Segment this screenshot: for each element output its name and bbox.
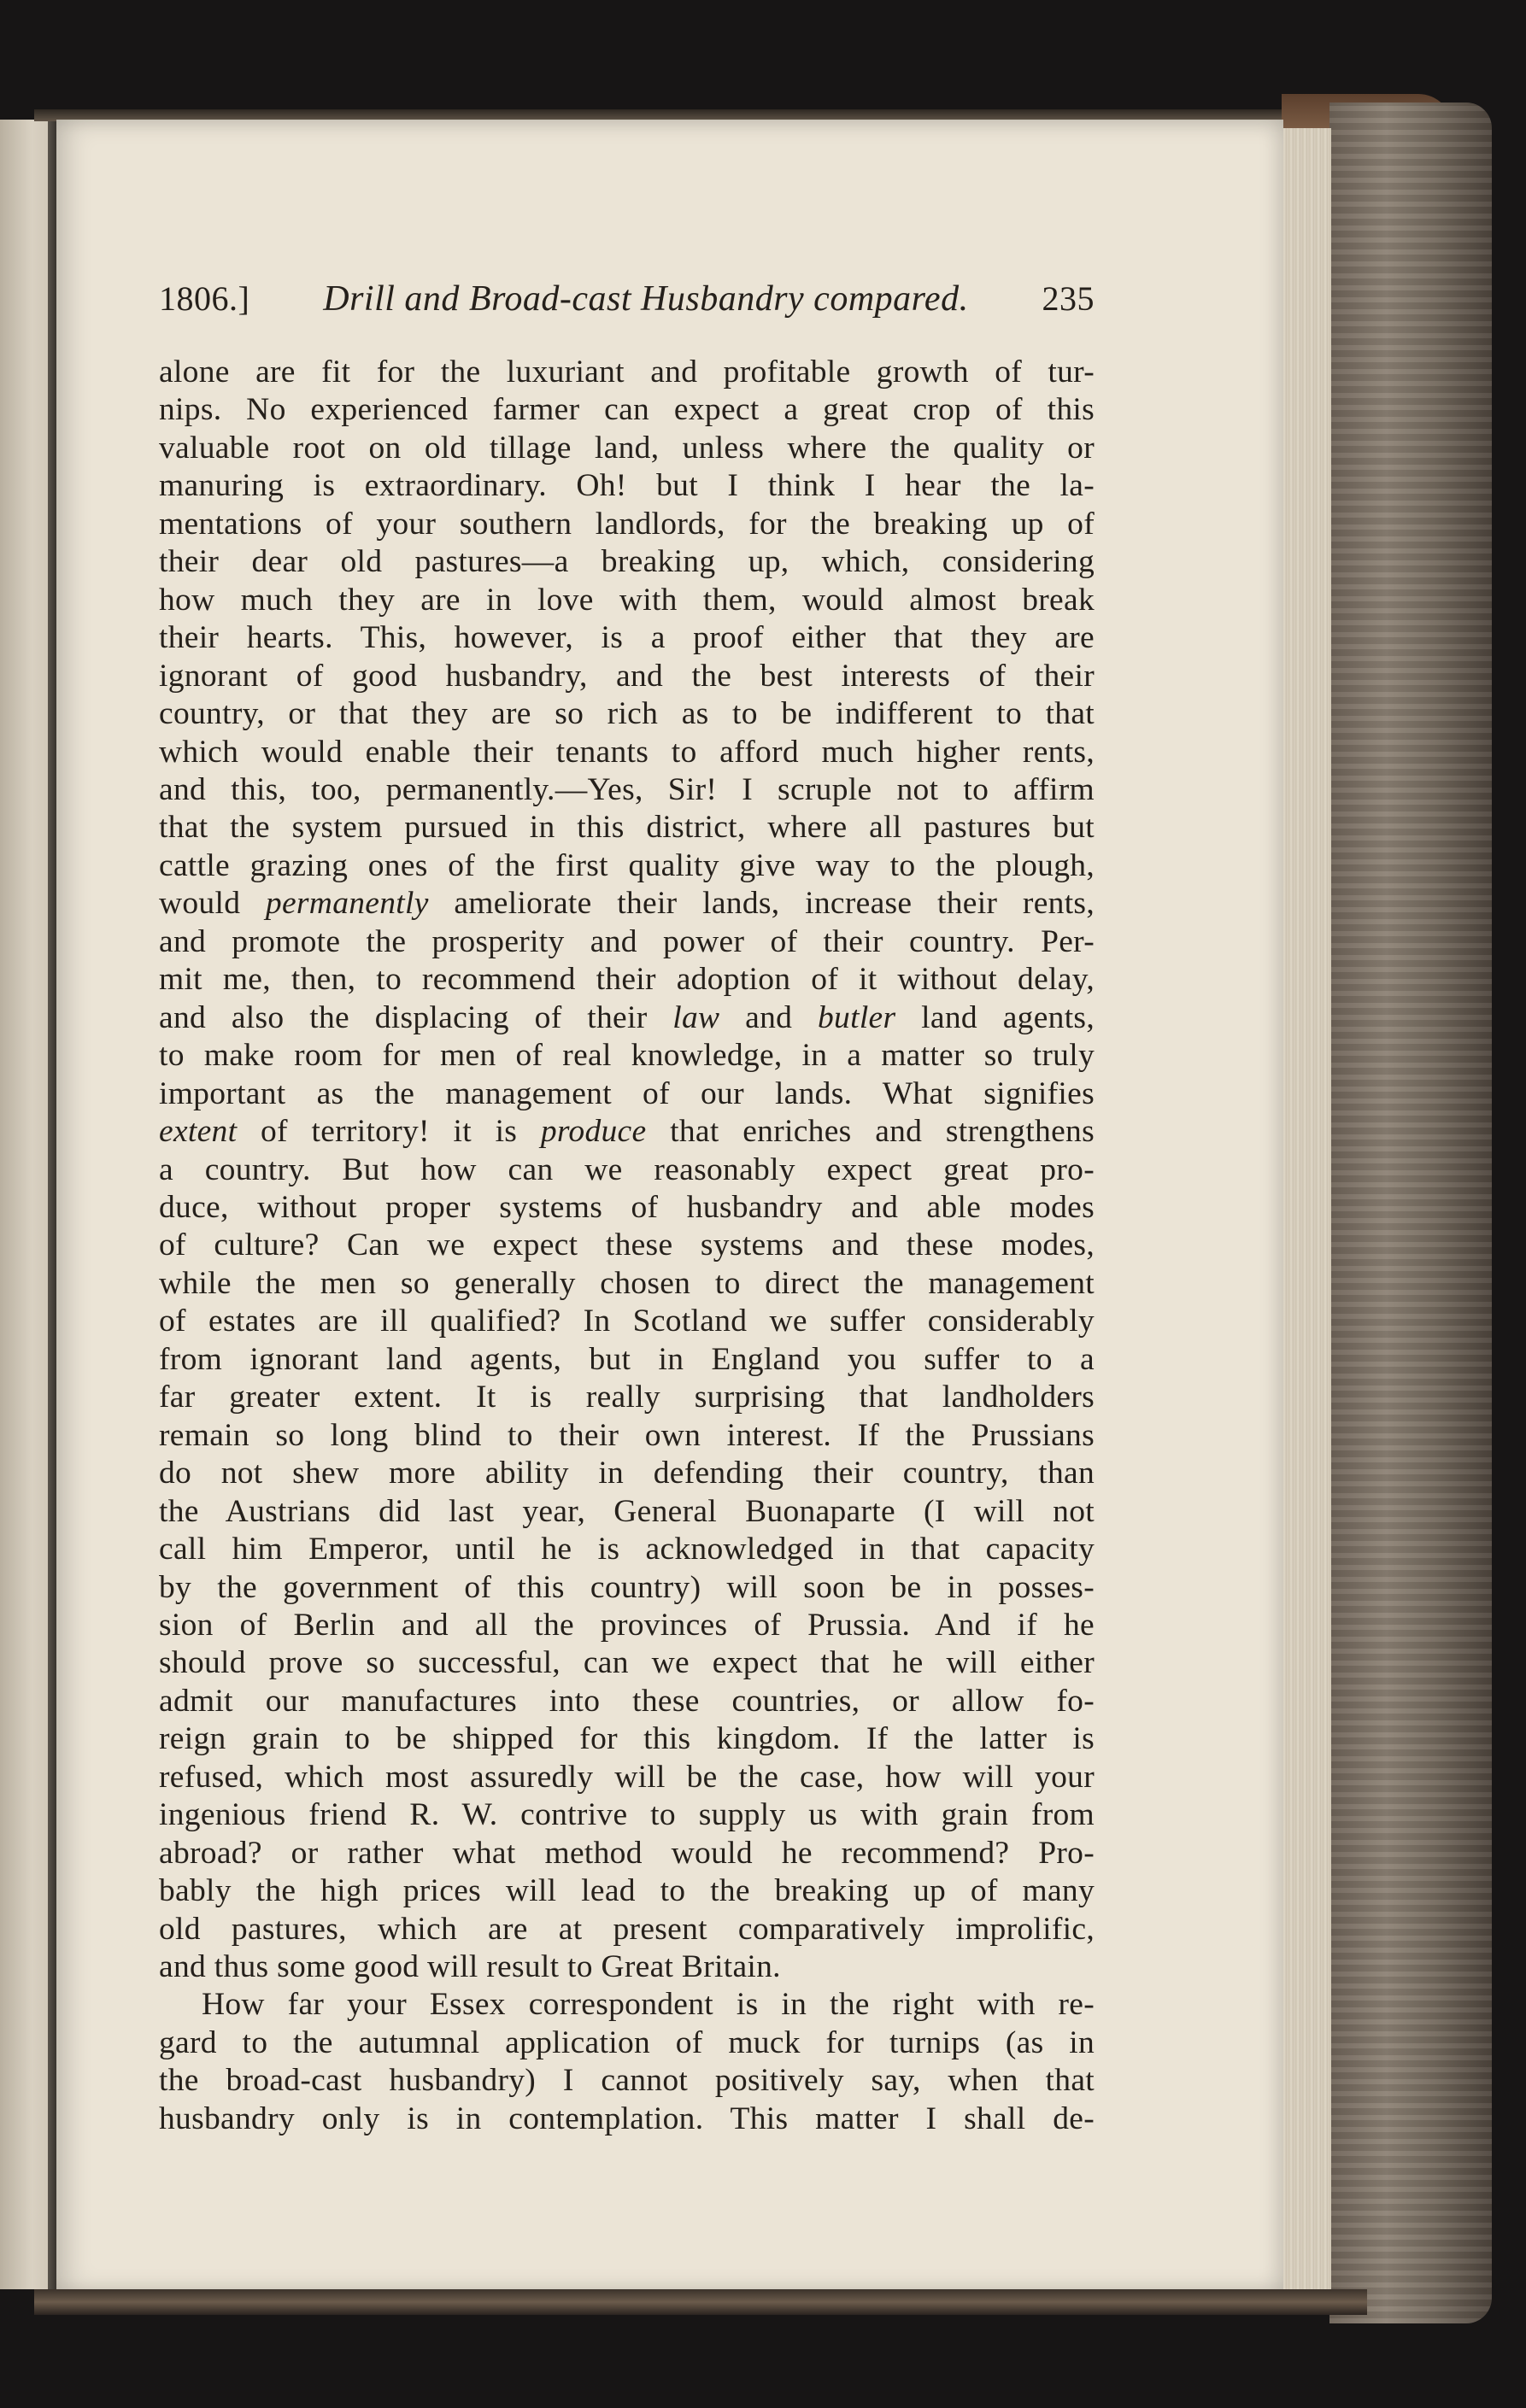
text-segment: husbandry only is in contemplation. This matter I shall de- xyxy=(159,2100,1095,2136)
italic-word: law xyxy=(672,999,720,1035)
text-line xyxy=(159,1227,1095,1264)
text-segment: reign grain to be shipped for this kingdom. If the latter is xyxy=(159,1721,1095,1757)
text-segment: to make room for men of real knowledge, in a matter so truly xyxy=(159,1038,1095,1074)
text-segment: land agents, xyxy=(895,999,1095,1035)
header-date: 1806.] xyxy=(159,279,250,318)
text-segment: valuable root on old tillage land, unless where the quality or xyxy=(159,430,1095,466)
italic-word: permanently xyxy=(265,886,429,922)
text-line xyxy=(159,1417,1095,1455)
text-segment: call him Emperor, until he is acknowledged in that capacity xyxy=(159,1532,1095,1567)
text-segment: of culture? Can we expect these systems and these modes, xyxy=(159,1227,1095,1263)
text-segment: ignorant of good husbandry, and the best interests of their xyxy=(159,658,1095,694)
text-segment: manuring is extraordinary. Oh! but I think I hear the la- xyxy=(159,468,1095,504)
text-line xyxy=(159,885,1095,923)
text-line xyxy=(159,1948,1095,1986)
text-segment: how much they are in love with them, would almost break xyxy=(159,582,1095,618)
body-text xyxy=(159,354,1095,2138)
text-line xyxy=(159,658,1095,695)
text-segment: duce, without proper systems of husbandry and able modes xyxy=(159,1189,1095,1225)
text-line xyxy=(159,1037,1095,1075)
text-line xyxy=(159,1911,1095,1948)
text-line xyxy=(159,2062,1095,2100)
text-segment: should prove so successful, can we expect that he will either xyxy=(159,1645,1095,1681)
text-line xyxy=(159,1455,1095,1492)
text-line xyxy=(159,1796,1095,1834)
text-line xyxy=(159,847,1095,885)
text-line xyxy=(159,1075,1095,1113)
text-line xyxy=(159,543,1095,581)
text-line xyxy=(159,1759,1095,1796)
text-segment: and xyxy=(719,999,818,1035)
text-segment: refused, which most assuredly will be the case, how will your xyxy=(159,1759,1095,1795)
text-segment: country, or that they are so rich as to be indifferent to that xyxy=(159,696,1095,732)
text-segment: bably the high prices will lead to the breaking up of many xyxy=(159,1873,1095,1909)
text-segment: remain so long blind to their own interest. If the Prussians xyxy=(159,1417,1095,1453)
text-line xyxy=(159,961,1095,999)
text-line xyxy=(159,999,1095,1037)
text-line xyxy=(159,1151,1095,1189)
text-segment: ameliorate their lands, increase their rents, xyxy=(428,886,1095,922)
text-segment: of estates are ill qualified? In Scotland we suffer considerably xyxy=(159,1304,1095,1339)
text-line xyxy=(159,582,1095,619)
text-segment: that enriches and strengthens xyxy=(646,1114,1095,1150)
text-line xyxy=(159,1683,1095,1720)
text-line xyxy=(159,354,1095,391)
text-line xyxy=(159,1607,1095,1644)
text-line xyxy=(159,1303,1095,1340)
text-segment: abroad? or rather what method would he recommend? Pro- xyxy=(159,1835,1095,1871)
header-title: Drill and Broad-cast Husbandry compared. xyxy=(323,279,969,319)
text-segment: the Austrians did last year, General Buonaparte (I will not xyxy=(159,1493,1095,1529)
text-segment: their hearts. This, however, is a proof either that they are xyxy=(159,620,1095,656)
italic-word: butler xyxy=(818,999,896,1035)
text-line xyxy=(159,467,1095,505)
text-line xyxy=(159,1644,1095,1682)
text-line xyxy=(159,923,1095,961)
running-head xyxy=(159,273,1095,325)
text-segment: alone are fit for the luxuriant and profitable growth of tur- xyxy=(159,354,1095,390)
text-segment: and promote the prosperity and power of their country. Per- xyxy=(159,923,1095,959)
text-segment: important as the management of our lands. What signifies xyxy=(159,1075,1095,1111)
text-segment: the broad-cast husbandry) I cannot positively say, when that xyxy=(159,2063,1095,2099)
text-line xyxy=(159,1493,1095,1531)
text-line xyxy=(159,1265,1095,1303)
text-segment: would xyxy=(159,886,266,922)
page-block-edge xyxy=(1280,128,1331,2298)
text-segment: by the government of this country) will soon be in posses- xyxy=(159,1569,1095,1605)
text-line xyxy=(159,734,1095,771)
text-segment: How far your Essex correspondent is in the right with re- xyxy=(202,1987,1095,2023)
text-line xyxy=(159,1986,1095,2024)
text-line xyxy=(159,771,1095,809)
text-line xyxy=(159,506,1095,543)
page-text xyxy=(159,273,1095,2138)
text-segment: from ignorant land agents, but in England you suffer to a xyxy=(159,1341,1095,1377)
book-bottom-edge xyxy=(34,2289,1367,2315)
text-segment: of territory! it is xyxy=(237,1114,541,1150)
text-segment: while the men so generally chosen to direct the management xyxy=(159,1265,1095,1301)
text-line xyxy=(159,1872,1095,1910)
text-segment: and also the displacing of their xyxy=(159,999,673,1035)
text-segment: ingenious friend R. W. contrive to supply us with grain from xyxy=(159,1797,1095,1833)
text-line xyxy=(159,1569,1095,1607)
text-segment: far greater extent. It is really surprising that landholders xyxy=(159,1380,1095,1415)
text-segment: nips. No experienced farmer can expect a great crop of this xyxy=(159,392,1095,428)
italic-word: produce xyxy=(540,1114,647,1150)
facing-page-edge xyxy=(0,120,53,2289)
text-line xyxy=(159,2024,1095,2062)
text-line xyxy=(159,619,1095,657)
text-segment: admit our manufactures into these countries, or allow fo- xyxy=(159,1683,1095,1719)
text-line xyxy=(159,695,1095,733)
text-segment: mit me, then, to recommend their adoption of it without delay, xyxy=(159,962,1095,998)
text-segment: mentations of your southern landlords, for the breaking up of xyxy=(159,506,1095,542)
text-line xyxy=(159,1189,1095,1227)
italic-word: extent xyxy=(159,1114,238,1150)
text-segment: old pastures, which are at present comparatively improlific, xyxy=(159,1911,1095,1947)
text-segment: sion of Berlin and all the provinces of Prussia. And if he xyxy=(159,1607,1095,1643)
text-line xyxy=(159,2100,1095,2138)
text-line xyxy=(159,391,1095,429)
text-segment: gard to the autumnal application of muck for turnips (as in xyxy=(159,2024,1095,2060)
text-line xyxy=(159,1341,1095,1379)
text-line xyxy=(159,1379,1095,1416)
text-segment: do not shew more ability in defending their country, than xyxy=(159,1456,1095,1491)
text-segment: a country. But how can we reasonably expect great pro- xyxy=(159,1151,1095,1187)
page-number: 235 xyxy=(1042,279,1095,318)
book-cover-leather xyxy=(1329,103,1492,2323)
text-line xyxy=(159,1531,1095,1568)
text-segment: their dear old pastures—a breaking up, which, considering xyxy=(159,544,1095,580)
text-segment: which would enable their tenants to afford much higher rents, xyxy=(159,734,1095,770)
text-line xyxy=(159,1720,1095,1758)
text-segment: that the system pursued in this district, where all pastures but xyxy=(159,810,1095,846)
text-segment: cattle grazing ones of the first quality give way to the plough, xyxy=(159,847,1095,883)
text-segment: and thus some good will result to Great Britain. xyxy=(159,1949,781,1985)
text-line xyxy=(159,1835,1095,1872)
text-segment: and this, too, permanently.—Yes, Sir! I scruple not to affirm xyxy=(159,771,1095,807)
text-line xyxy=(159,430,1095,467)
text-line xyxy=(159,809,1095,847)
text-line xyxy=(159,1113,1095,1151)
